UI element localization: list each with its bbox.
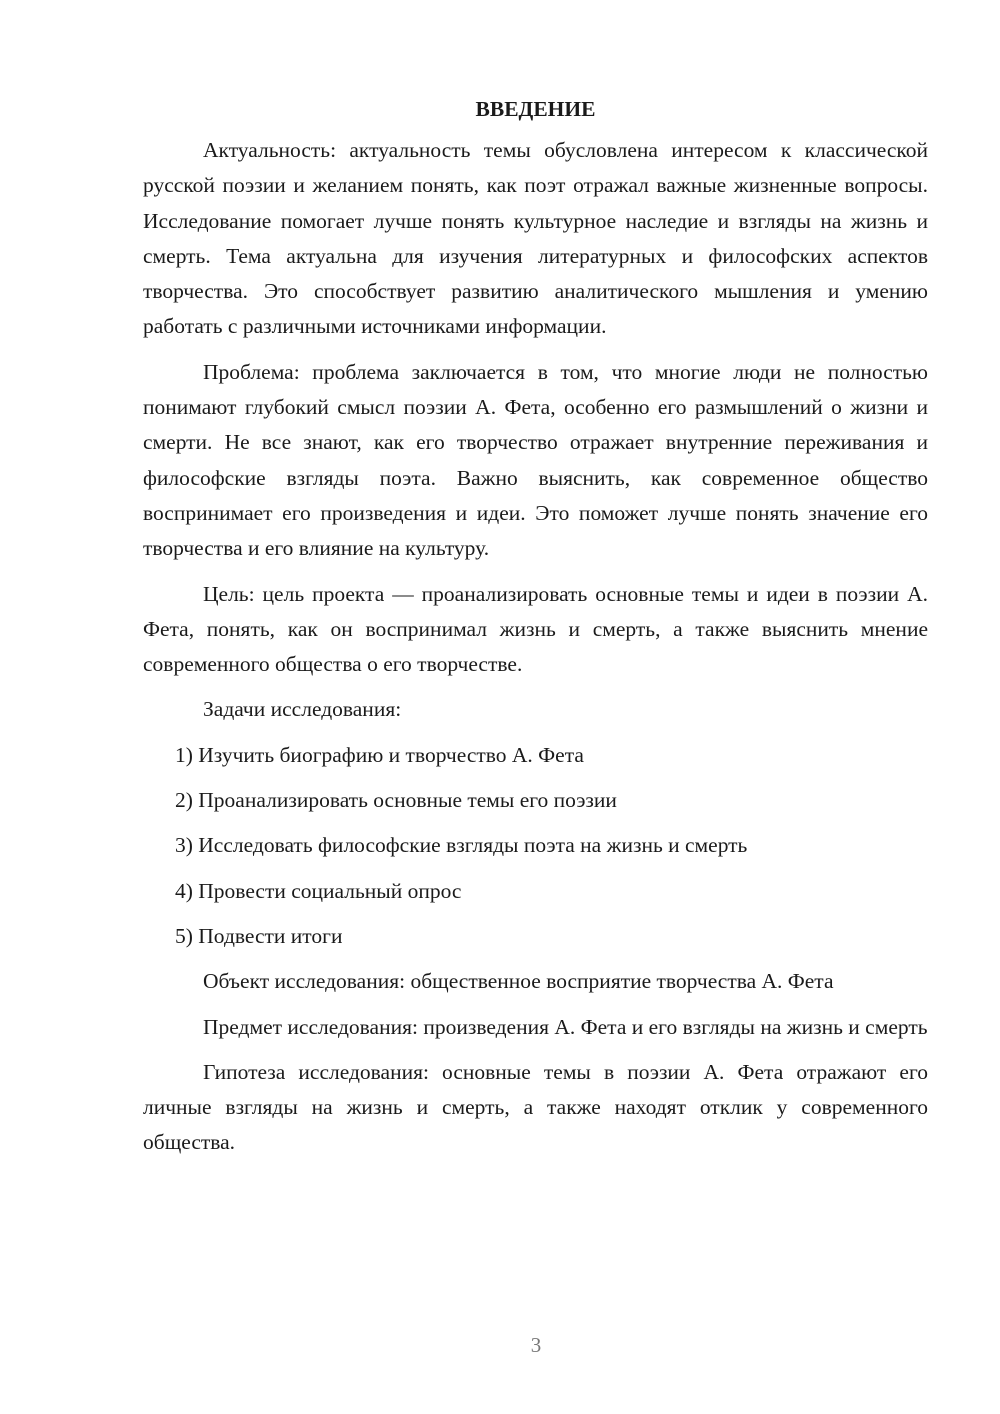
relevance-paragraph: Актуальность: актуальность темы обусловлена интересом к классической русской поэзии и желанием понять, как поэт отражал важные жизненные вопросы. Исследование помогает лучше понять культурное наследие и взгляды на жизнь и смерть. Тема актуальна для изучения литературных и философских аспектов творчества. Это способствует развитию аналитического мышления и умению работать с различными источниками информации. xyxy=(143,138,928,339)
task-item: 4) Провести социальный опрос xyxy=(175,878,462,903)
page-number: 3 xyxy=(530,1333,542,1357)
object-paragraph: Объект исследования: общественное восприятие творчества А. Фета xyxy=(203,969,834,994)
document-page xyxy=(143,92,928,1171)
problem-paragraph: Проблема: проблема заключается в том, что многие люди не полностью понимают глубокий смысл поэзии А. Фета, особенно его размышлений о жизни и смерти. Не все знают, как его творчество отражает внутренние переживания и философские взгляды поэта. Важно выяснить, как современное общество воспринимает его произведения и идеи. Это поможет лучше понять значение его творчества и его влияние на культуру. xyxy=(143,359,928,561)
subject-paragraph: Предмет исследования: произведения А. Фета и его взгляды на жизнь и смерть xyxy=(203,1014,928,1039)
tasks-list xyxy=(143,738,928,954)
hypothesis-paragraph: Гипотеза исследования: основные темы в поэзии А. Фета отражают его личные взгляды на жизнь и смерть, а также находят отклик у современного общества. xyxy=(143,1059,928,1155)
tasks-title: Задачи исследования: xyxy=(203,697,402,722)
task-item: 5) Подвести итоги xyxy=(175,923,343,948)
task-item: 3) Исследовать философские взгляды поэта на жизнь и смерть xyxy=(175,833,748,858)
task-item: 1) Изучить биографию и творчество А. Фета xyxy=(175,742,584,767)
task-item: 2) Проанализировать основные темы его поэзии xyxy=(175,788,617,813)
goal-paragraph: Цель: цель проекта — проанализировать основные темы и идеи в поэзии А. Фета, понять, как он воспринимал жизнь и смерть, а также выяснить мнение современного общества о его творчестве. xyxy=(143,581,928,677)
section-heading: ВВЕДЕНИЕ xyxy=(475,97,596,121)
